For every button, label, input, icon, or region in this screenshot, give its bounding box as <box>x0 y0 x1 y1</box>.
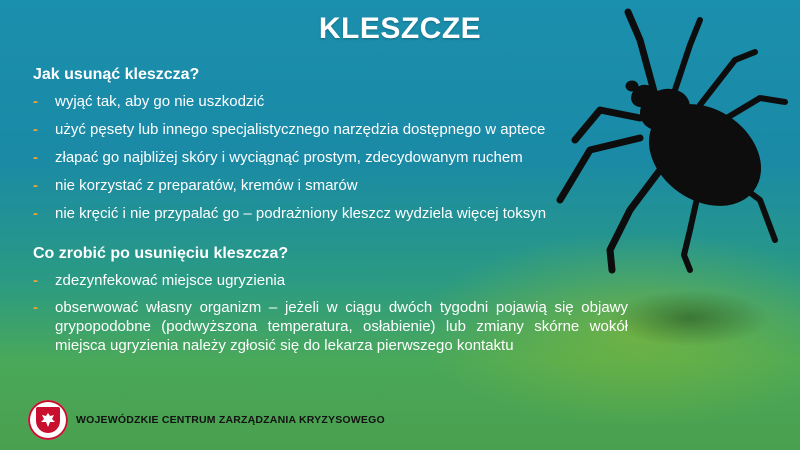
list-item: - złapać go najbliżej skóry i wyciągnąć prostym, zdecydowanym ruchem <box>33 149 523 166</box>
list-item: - wyjąć tak, aby go nie uszkodzić <box>33 93 265 110</box>
organization-name: WOJEWÓDZKIE CENTRUM ZARZĄDZANIA KRYZYSOWEGO <box>76 414 385 426</box>
list-item: - zdezynfekować miejsce ugryzienia <box>33 272 286 289</box>
list-dash: - <box>33 93 38 110</box>
list-item: - obserwować własny organizm – jeżeli w ciągu dwóch tygodni pojawią się objawy grypopodobne (podwyższona temperatura, osłabienie) lub zmiany skórne wokół miejsca ugryzienia należy zgłosić się do lekarza pierwszego kontaktu <box>33 299 628 354</box>
voivodeship-emblem-icon <box>28 400 68 440</box>
list-dash: - <box>33 205 38 222</box>
footer <box>28 398 385 442</box>
slide-title: KLESZCZE <box>318 12 482 45</box>
list-dash: - <box>33 177 38 194</box>
section-after-removal <box>33 245 628 355</box>
slide-content <box>33 66 628 363</box>
list-dash: - <box>33 272 38 289</box>
list-item: - użyć pęsety lub innego specjalistycznego narzędzia dostępnego w aptece <box>33 121 546 138</box>
list-item: - nie korzystać z preparatów, kremów i smarów <box>33 177 358 194</box>
list-item: - nie kręcić i nie przypalać go – podrażniony kleszcz wydziela więcej toksyn <box>33 205 547 222</box>
list-dash: - <box>33 299 38 316</box>
removal-steps-list <box>33 92 628 223</box>
heading-how-to-remove: Jak usunąć kleszcza? <box>33 66 200 83</box>
heading-after-removal: Co zrobić po usunięciu kleszcza? <box>33 245 289 262</box>
after-removal-list <box>33 271 628 355</box>
list-dash: - <box>33 121 38 138</box>
list-dash: - <box>33 149 38 166</box>
